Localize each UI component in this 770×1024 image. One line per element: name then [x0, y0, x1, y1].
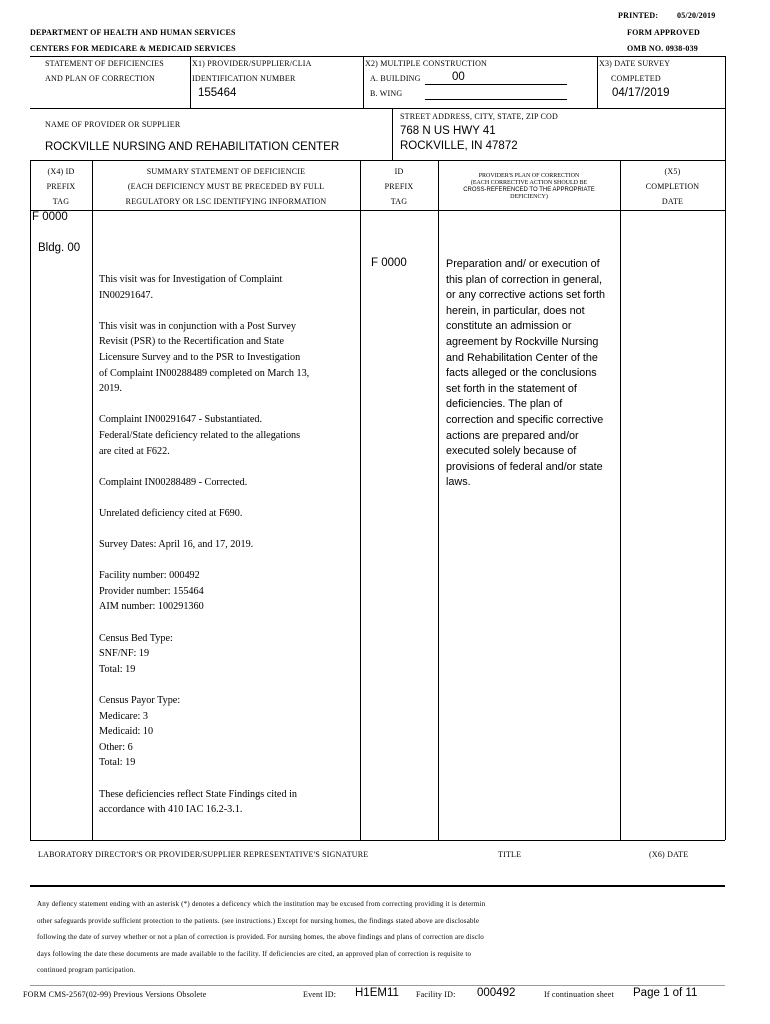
facility-id-value: 000492: [477, 987, 516, 999]
summary-line: Census Bed Type:: [99, 632, 173, 644]
summary-line: This visit was for Investigation of Complaint: [99, 274, 283, 285]
x1-label-2: IDENTIFICATION NUMBER: [192, 74, 296, 83]
x5-label-2: COMPLETION: [645, 182, 700, 191]
plan-label-2: (EACH CORRECTIVE ACTION SHOULD BE: [470, 180, 588, 186]
omb-number: OMB NO. 0938-039: [627, 44, 698, 53]
plan-label-4: DEFICIENCY): [510, 194, 548, 200]
summary-line: Provider number: 155464: [99, 585, 204, 597]
x4-label-1: (X4) ID: [47, 167, 75, 176]
building-underline: [425, 84, 567, 85]
summary-line: Federal/State deficiency related to the allegations: [99, 429, 301, 441]
row1-bottom-rule: [30, 108, 725, 109]
plan-line: and Rehabilitation Center of the: [446, 351, 598, 364]
footer-rule: [30, 985, 725, 986]
paragraph-gap: [99, 490, 357, 506]
page-number: Page 1 of 11: [633, 987, 698, 999]
event-id-value: H1EM11: [355, 987, 399, 999]
paragraph-gap: [99, 522, 357, 538]
statement-label-1: STATEMENT OF DEFICIENCIES: [45, 59, 164, 68]
disclaimer-line: Any defiency statement ending with an asterisk (*) denotes a deficency which the institution may be excused from correcting providing it is determin: [37, 900, 486, 908]
signature-bottom-rule: [30, 885, 725, 887]
col-line-left: [30, 160, 31, 840]
summary-line: Complaint IN00288489 - Corrected.: [99, 476, 248, 488]
wing-label: B. WING: [370, 89, 403, 98]
x2-label: X2) MULTIPLE CONSTRUCTION: [365, 59, 488, 68]
col-line-plan: [620, 160, 621, 840]
row2-div: [392, 108, 393, 160]
summary-line: 2019.: [99, 383, 122, 395]
row1-div-3: [597, 56, 598, 108]
plan-line: set forth in the statement of: [446, 382, 577, 395]
plan-line: herein, in particular, does not: [446, 304, 585, 317]
form-approved: FORM APPROVED: [627, 28, 701, 37]
department-title: DEPARTMENT OF HEALTH AND HUMAN SERVICES: [30, 28, 236, 37]
summary-line: are cited at F622.: [99, 445, 170, 457]
summary-line: Medicaid: 10: [99, 726, 154, 738]
x4-label-2: PREFIX: [46, 182, 76, 191]
paragraph-gap: [99, 553, 357, 569]
summary-line: IN00291647.: [99, 289, 154, 301]
summary-label-3: REGULATORY OR LSC IDENTIFYING INFORMATION: [125, 197, 327, 206]
row1-div-2: [363, 56, 364, 108]
summary-line: Survey Dates: April 16, and 17, 2019.: [99, 539, 254, 551]
right-tag: F 0000: [371, 257, 407, 269]
col-line-prefix: [92, 160, 93, 840]
form-number: FORM CMS-2567(02-99) Previous Versions Obsolete: [23, 990, 207, 999]
plan-line: correction and specific corrective: [446, 413, 604, 426]
id-label-3: TAG: [390, 197, 408, 206]
disclaimer-line: continued program participation.: [37, 966, 136, 974]
x6-date-label: (X6) DATE: [649, 850, 689, 859]
id-label-2: PREFIX: [384, 182, 414, 191]
centers-title: CENTERS FOR MEDICARE & MEDICAID SERVICES: [30, 44, 236, 53]
summary-line: SNF/NF: 19: [99, 648, 150, 660]
continuation-label: If continuation sheet: [544, 990, 614, 999]
provider-id-value: 155464: [198, 87, 237, 99]
building-value: 00: [452, 71, 465, 83]
x5-label-1: (X5): [664, 167, 681, 176]
summary-line: Other: 6: [99, 741, 133, 753]
signature-top-rule: [30, 840, 725, 841]
summary-line: accordance with 410 IAC 16.2-3.1.: [99, 804, 243, 816]
plan-label-1: PROVIDER'S PLAN OF CORRECTION: [478, 173, 580, 179]
plan-line: this plan of correction in general,: [446, 273, 603, 286]
summary-line: Total: 19: [99, 757, 136, 769]
event-id-label: Event ID:: [303, 990, 337, 999]
paragraph-gap: [99, 677, 357, 693]
x5-label-3: DATE: [661, 197, 684, 206]
plan-line: or any corrective actions set forth: [446, 289, 606, 302]
id-label-1: ID: [394, 167, 404, 176]
disclaimer-line: other safeguards provide sufficient protection to the patients. (see instructions.) Except for nursing homes, the findings stated above are disclosable: [37, 916, 480, 925]
col-line-right: [725, 56, 726, 840]
summary-statement: [99, 272, 357, 818]
disclaimer-line: days following the date these documents are made available to the facility. If deficiencies are cited, an approved plan of correction is requisite to: [37, 949, 472, 958]
wing-underline: [425, 99, 567, 100]
x3-label-1: X3) DATE SURVEY: [599, 59, 671, 68]
disclaimer: [37, 896, 485, 979]
left-tag: F 0000: [32, 211, 68, 223]
building-tag: Bldg. 00: [38, 242, 81, 254]
provider-name-value: ROCKVILLE NURSING AND REHABILITATION CENTER: [45, 141, 340, 153]
paragraph-gap: [99, 615, 357, 631]
plan-line: facts alleged or the conclusions: [446, 367, 597, 380]
plan-line: executed solely because of: [446, 445, 577, 458]
summary-line: Facility number: 000492: [99, 570, 200, 582]
x4-label-3: TAG: [52, 197, 70, 206]
summary-line: Complaint IN00291647 - Substantiated.: [99, 414, 262, 426]
plan-line: agreement by Rockville Nursing: [446, 335, 599, 348]
summary-line: This visit was in conjunction with a Post Survey: [99, 320, 296, 332]
summary-line: These deficiencies reflect State Findings cited in: [99, 788, 298, 800]
plan-of-correction: [446, 257, 618, 491]
plan-line: laws.: [446, 476, 471, 489]
summary-line: AIM number: 100291360: [99, 601, 204, 613]
x3-label-2: COMPLETED: [611, 74, 661, 83]
plan-line: deficiencies. The plan of: [446, 398, 563, 411]
col-line-id: [438, 160, 439, 840]
row1-div-1: [190, 56, 191, 108]
x1-label-1: X1) PROVIDER/SUPPLIER/CLIA: [192, 59, 312, 68]
plan-line: provisions of federal and/or state: [446, 460, 603, 473]
row1-top-rule: [30, 56, 725, 57]
address-line-2: ROCKVILLE, IN 47872: [400, 140, 518, 152]
summary-line: Medicare: 3: [99, 710, 148, 722]
plan-line: actions are prepared and/or: [446, 429, 579, 442]
provider-name-label: NAME OF PROVIDER OR SUPPLIER: [45, 120, 181, 129]
summary-line: Census Payor Type:: [99, 695, 181, 707]
address-label: STREET ADDRESS, CITY, STATE, ZIP COD: [400, 112, 558, 121]
statement-label-2: AND PLAN OF CORRECTION: [45, 74, 155, 83]
summary-label-2: (EACH DEFICIENCY MUST BE PRECEDED BY FULL: [127, 182, 325, 191]
summary-label-1: SUMMARY STATEMENT OF DEFICIENCIE: [146, 167, 306, 176]
printed-label: PRINTED:: [618, 11, 659, 20]
plan-label-3: CROSS-REFERENCED TO THE APPROPRIATE: [463, 187, 595, 193]
summary-line: of Complaint IN00288489 completed on March 13,: [99, 367, 310, 379]
building-label: A. BUILDING: [370, 74, 421, 83]
title-label: TITLE: [498, 850, 522, 859]
summary-line: Total: 19: [99, 663, 136, 675]
summary-line: Unrelated deficiency cited at F690.: [99, 507, 243, 519]
paragraph-gap: [99, 397, 357, 413]
plan-line: constitute an admission or: [446, 320, 572, 333]
paragraph-gap: [99, 771, 357, 787]
summary-line: Licensure Survey and to the PSR to Investigation: [99, 351, 301, 363]
summary-line: Revisit (PSR) to the Recertification and State: [99, 336, 285, 348]
paragraph-gap: [99, 459, 357, 475]
plan-line: Preparation and/ or execution of: [446, 258, 600, 270]
facility-id-label: Facility ID:: [416, 990, 456, 999]
printed-date: 05/20/2019: [677, 11, 716, 20]
survey-date-value: 04/17/2019: [612, 87, 670, 99]
signature-label: LABORATORY DIRECTOR'S OR PROVIDER/SUPPLIER REPRESENTATIVE'S SIGNATURE: [38, 850, 369, 859]
col-line-summary: [360, 160, 361, 840]
disclaimer-line: following the date of survey whether or not a plan of correction is provided. For nursing homes, the above findings and plans of correction are disclo: [37, 933, 484, 941]
address-line-1: 768 N US HWY 41: [400, 125, 496, 137]
paragraph-gap: [99, 303, 357, 319]
